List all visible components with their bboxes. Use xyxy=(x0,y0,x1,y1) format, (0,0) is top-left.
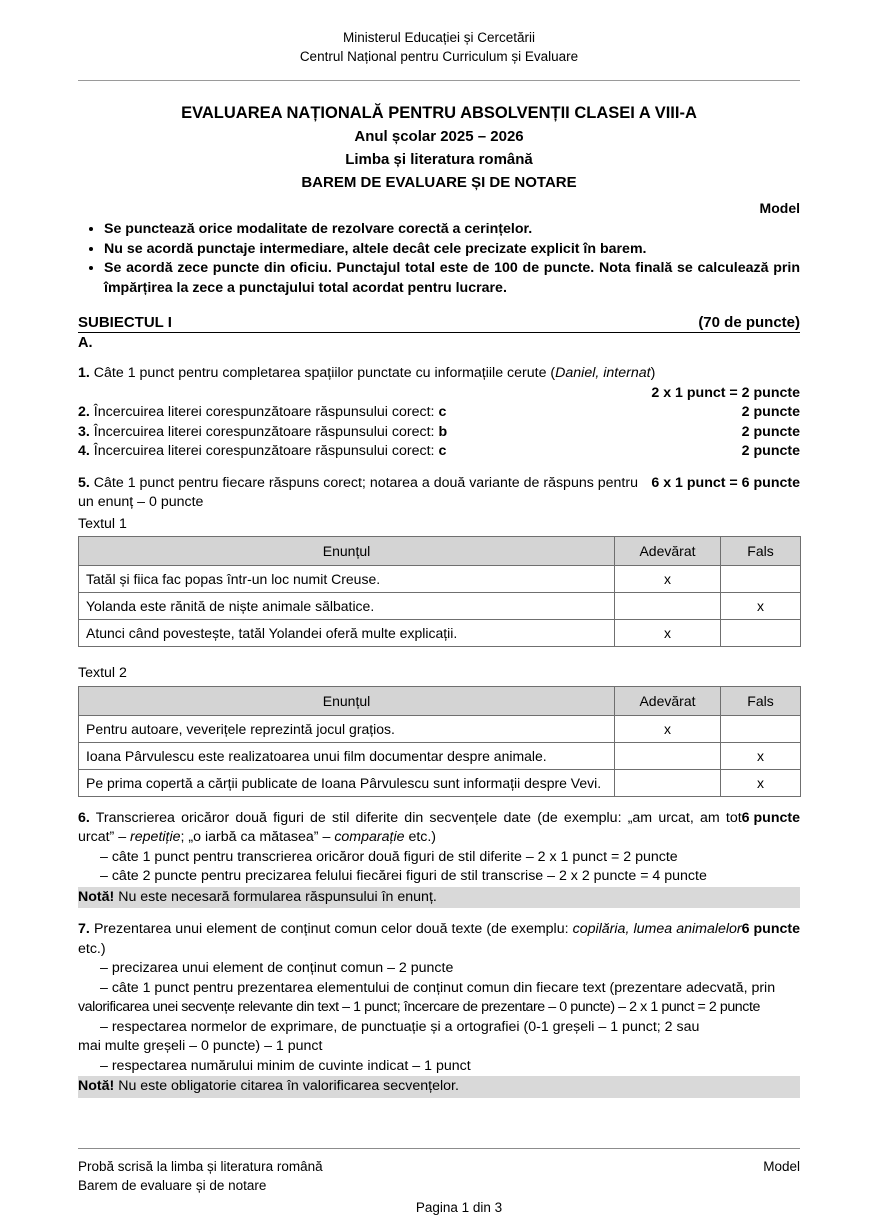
item-number: 7. xyxy=(78,921,90,937)
answer-item-6 xyxy=(78,809,800,848)
item-text: Încercuirea literei corespunzătoare răspunsului corect: xyxy=(93,404,435,420)
page-footer xyxy=(78,1148,800,1217)
item-text: Încercuirea literei corespunzătoare răspunsului corect: xyxy=(93,423,435,440)
section-title: SUBIECTUL I xyxy=(78,314,172,331)
header-divider xyxy=(78,80,800,81)
item-text: Câte 1 punct pentru completarea spațiilor punctate cu informațiile cerute ( xyxy=(93,365,556,381)
item-6-note xyxy=(78,887,800,909)
false-mark-cell: x xyxy=(721,769,801,796)
note-label: Notă! xyxy=(78,888,115,905)
section-heading-subiect-1 xyxy=(78,314,800,333)
document-content xyxy=(78,0,800,1098)
item-6-sub-2: – câte 2 puncte pentru precizarea felului fiecărei figuri de stil transcrise – 2 x 2 puncte = 4 puncte xyxy=(100,868,707,884)
item-6-sub-1: – câte 1 punct pentru transcrierea oricăror două figuri de stil diferite – 2 x 1 punct = 2 puncte xyxy=(100,848,678,865)
item-7-sub-4: – respectarea numărului minim de cuvinte indicat – 1 punct xyxy=(100,1057,471,1074)
grading-rules-list xyxy=(78,220,800,298)
false-mark-cell: x xyxy=(721,742,801,769)
item-answer: c xyxy=(438,443,447,459)
item-3-body xyxy=(78,423,447,443)
item-points: 2 puncte xyxy=(741,404,800,420)
item-4-body xyxy=(78,442,446,462)
answer-item-7 xyxy=(78,920,800,959)
item-2-body xyxy=(78,403,446,423)
section-points: (70 de puncte) xyxy=(698,314,800,331)
column-header-true: Adevărat xyxy=(615,686,721,715)
false-mark-cell xyxy=(721,620,801,647)
item-7-points: 6 puncte xyxy=(741,921,800,937)
item-7-sub-3b: mai multe greșeli – 0 puncte) – 1 punct xyxy=(78,1038,323,1054)
statement-cell: Pentru autoare, veverițele reprezintă jocul grațios. xyxy=(79,715,615,742)
note-label: Notă! xyxy=(78,1078,115,1094)
variant-label: Model xyxy=(759,200,800,216)
item-answer: c xyxy=(438,404,447,420)
true-mark-cell: x xyxy=(615,566,721,593)
statement-cell: Pe prima copertă a cărții publicate de Ioana Pârvulescu sunt informații despre Vevi. xyxy=(79,769,615,796)
exam-titles xyxy=(78,101,800,194)
item-number: 1. xyxy=(78,365,90,381)
table-1-caption: Textul 1 xyxy=(78,515,127,532)
table-row xyxy=(79,620,801,647)
table-2-caption: Textul 2 xyxy=(78,665,127,681)
statement-cell: Atunci când povestește, tatăl Yolandei oferă multe explicații. xyxy=(79,620,615,647)
answer-item-3 xyxy=(78,423,800,443)
item-text-b: ; „o iarbă ca mătasea” – xyxy=(180,829,335,845)
answer-item-4 xyxy=(78,442,800,462)
note-text: Nu este necesară formularea răspunsului în enunț. xyxy=(114,888,437,905)
footer-doc-label: Barem de evaluare și de notare xyxy=(78,1178,267,1193)
column-header-false: Fals xyxy=(721,686,801,715)
institutional-header xyxy=(78,0,800,66)
item-7-sub-2a: – câte 1 punct pentru prezentarea elementului de conținut comun din fiecare text (prezentare adecvată, prin xyxy=(100,979,776,996)
rule-item: • Nu se acordă punctaje intermediare, altele decât cele precizate explicit în barem. xyxy=(104,240,800,260)
answer-item-1 xyxy=(78,364,800,384)
answer-item-2 xyxy=(78,403,800,423)
item-5-points: 6 x 1 punct = 6 puncte xyxy=(651,474,800,491)
item-italic-a: repetiție xyxy=(130,829,181,845)
column-header-false: Fals xyxy=(721,537,801,566)
table-header-row xyxy=(79,537,801,566)
true-mark-cell: x xyxy=(615,715,721,742)
column-header-statement: Enunțul xyxy=(79,686,615,715)
table-header-row xyxy=(79,686,801,715)
item-7-sub-2b: valorificarea unei secvențe relevante din text – 1 punct; încercare de prezentare – 0 puncte) – 2 x 1 punct = 2 puncte xyxy=(78,999,760,1015)
false-mark-cell: x xyxy=(721,593,801,620)
rule-item: • Se acordă zece puncte din oficiu. Punctajul total este de 100 de puncte. Nota finală se calculează prin împărțirea la zece a punctajului total acordat pentru lucrare. xyxy=(104,259,800,298)
statement-cell: Tatăl și fiica fac popas într-un loc numit Creuse. xyxy=(79,566,615,593)
footer-divider xyxy=(78,1148,800,1149)
item-text-italic: Daniel, internat xyxy=(555,365,651,381)
item-text-a: Prezentarea unui element de conținut comun celor două texte (de exemplu: xyxy=(93,921,573,937)
exam-title: EVALUAREA NAȚIONALĂ PENTRU ABSOLVENȚII CLASEI A VIII-A xyxy=(181,104,697,122)
item-text-end: ) xyxy=(650,365,656,381)
item-text-b: etc.) xyxy=(78,940,106,957)
footer-exam-label: Probă scrisă la limba și literatura română xyxy=(78,1159,323,1174)
item-number: 6. xyxy=(78,809,90,826)
table-row xyxy=(79,715,801,742)
column-header-true: Adevărat xyxy=(615,537,721,566)
item-answer: b xyxy=(438,423,448,440)
table-row xyxy=(79,566,801,593)
item-text: Câte 1 punct pentru fiecare răspuns corect; notarea a două variante de răspuns pentru un enunț – 0 puncte xyxy=(78,474,638,510)
part-letter-a: A. xyxy=(78,335,93,351)
item-6-points: 6 puncte xyxy=(741,809,800,826)
table-row xyxy=(79,769,801,796)
item-number: 3. xyxy=(78,423,90,440)
item-number: 2. xyxy=(78,404,90,420)
document-type: BAREM DE EVALUARE ȘI DE NOTARE xyxy=(301,174,577,191)
answer-item-5 xyxy=(78,474,800,513)
truth-table-textul-2 xyxy=(78,686,801,797)
true-mark-cell: x xyxy=(615,620,721,647)
note-text: Nu este obligatorie citarea în valorificarea secvențelor. xyxy=(114,1078,459,1094)
rule-item: • Se punctează orice modalitate de rezolvare corectă a cerințelor. xyxy=(104,220,800,240)
footer-top-row xyxy=(78,1157,800,1176)
false-mark-cell xyxy=(721,715,801,742)
table-row xyxy=(79,742,801,769)
true-mark-cell xyxy=(615,742,721,769)
item-text: Încercuirea literei corespunzătoare răspunsului corect: xyxy=(93,443,435,459)
page-number: Pagina 1 din 3 xyxy=(415,1200,503,1215)
item-7-note xyxy=(78,1076,800,1098)
item-italic-b: comparație xyxy=(334,829,405,845)
false-mark-cell xyxy=(721,566,801,593)
center-line: Centrul Național pentru Curriculum și Evaluare xyxy=(299,49,579,64)
item-7-sub-1: – precizarea unui element de conținut comun – 2 puncte xyxy=(100,960,454,976)
statement-cell: Ioana Pârvulescu este realizatoarea unui film documentar despre animale. xyxy=(79,742,615,769)
truth-table-textul-1 xyxy=(78,536,801,647)
true-mark-cell xyxy=(615,593,721,620)
item-points: 2 puncte xyxy=(741,423,800,440)
statement-cell: Yolanda este rănită de niște animale sălbatice. xyxy=(79,593,615,620)
column-header-statement: Enunțul xyxy=(79,537,615,566)
item-number: 4. xyxy=(78,443,90,459)
ministry-line: Ministerul Educației și Cercetării xyxy=(342,30,536,45)
item-text-c: etc.) xyxy=(404,829,437,845)
true-mark-cell xyxy=(615,769,721,796)
item-italic-a: copilăria, lumea animalelor xyxy=(572,921,742,937)
item-7-sub-3a: – respectarea normelor de exprimare, de punctuație și a ortografiei (0-1 greșeli – 1 punct; 2 sau xyxy=(100,1018,700,1035)
footer-variant: Model xyxy=(763,1159,800,1174)
item-number: 5. xyxy=(78,474,90,491)
table-row xyxy=(79,593,801,620)
item-text-a: Transcrierea oricăror două figuri de stil diferite din secvențele date (de exemplu: „am urcat, am tot urcat” – xyxy=(78,809,742,845)
item-points: 2 puncte xyxy=(741,443,800,459)
subject-title: Limba și literatura română xyxy=(345,151,533,168)
school-year: Anul școlar 2025 – 2026 xyxy=(354,128,524,145)
item-1-points: 2 x 1 punct = 2 puncte xyxy=(651,384,800,401)
